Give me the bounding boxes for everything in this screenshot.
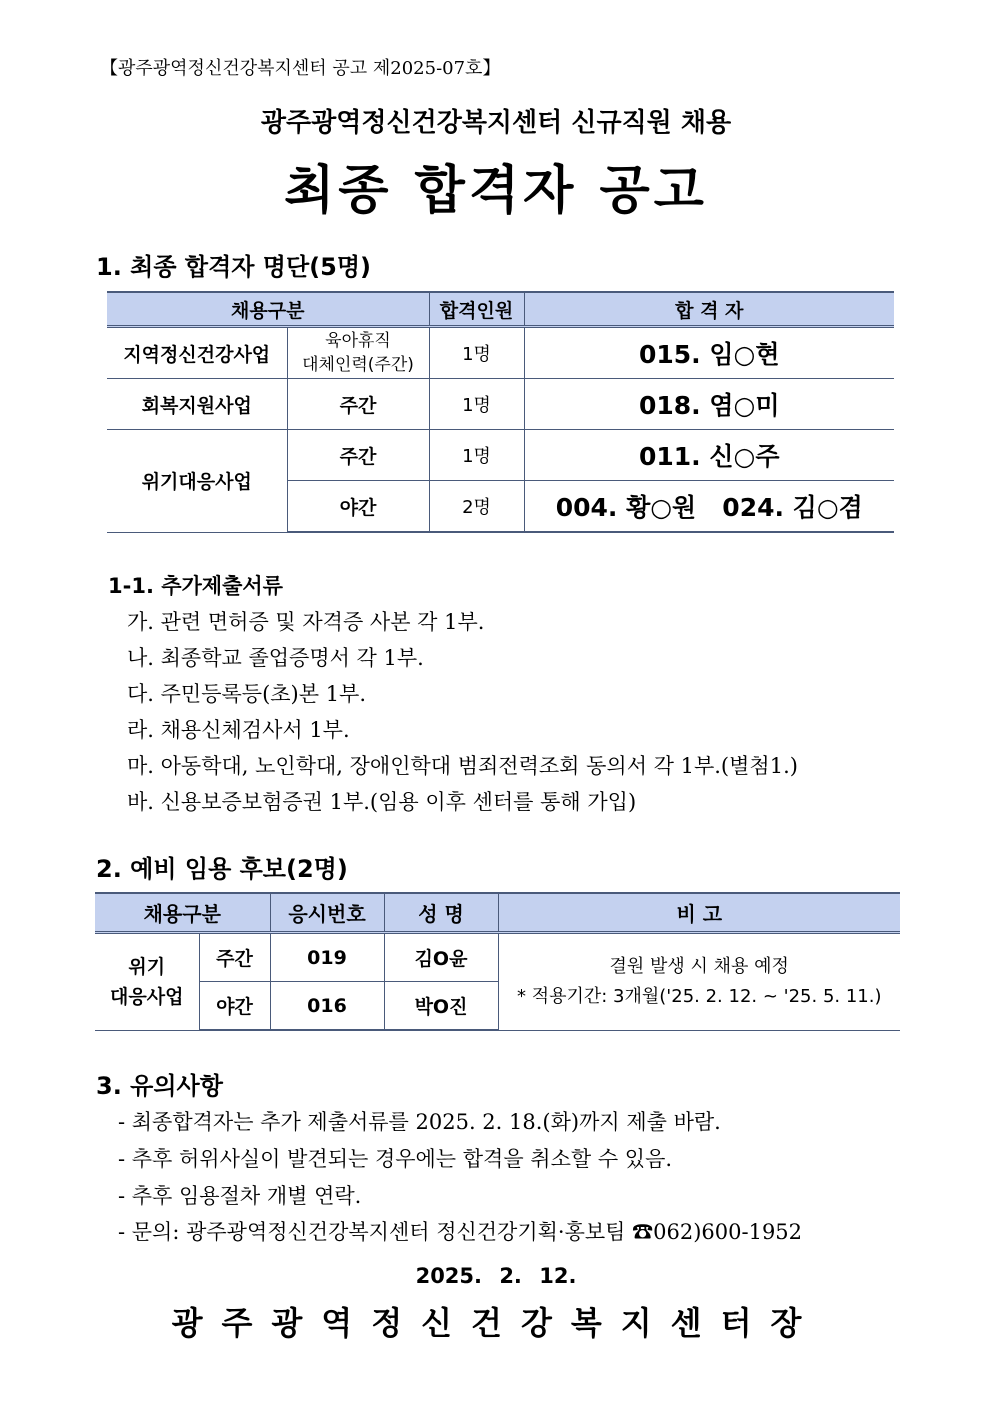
type-cell: 야간 <box>199 982 270 1031</box>
table-row <box>95 933 900 982</box>
document-item: 마. 아동학대, 노인학대, 장애인학대 범죄전력조회 동의서 각 1부.(별첨1.) <box>127 754 798 778</box>
signer-name: 광주광역정신건강복지센터장 <box>171 1304 821 1342</box>
table-row <box>107 327 894 379</box>
section1-1-title: 1-1. 추가제출서류 <box>108 574 283 598</box>
table-header-row <box>107 292 894 327</box>
count-cell: 1명 <box>429 379 524 430</box>
count-cell: 1명 <box>429 430 524 481</box>
program-cell: 위기대응사업 <box>107 430 287 533</box>
header-remark: 비 고 <box>498 893 900 933</box>
header-number: 응시번호 <box>270 893 384 933</box>
caution-item: - 문의: 광주광역정신건강복지센터 정신건강기획·홍보팀 ☎062)600-1952 <box>118 1220 803 1244</box>
header-category: 채용구분 <box>107 292 429 327</box>
header-name: 성 명 <box>384 893 498 933</box>
remark-cell <box>498 933 900 1031</box>
table-header-row <box>95 893 900 933</box>
caution-item: - 추후 허위사실이 발견되는 경우에는 합격을 취소할 수 있음. <box>118 1147 673 1171</box>
caution-item: - 최종합격자는 추가 제출서류를 2025. 2. 18.(화)까지 제출 바람. <box>118 1110 721 1134</box>
header-count: 합격인원 <box>429 292 524 327</box>
number-cell: 016 <box>270 982 384 1031</box>
type-cell: 육아휴직 대체인력(주간) <box>287 327 429 379</box>
program-cell: 회복지원사업 <box>107 379 287 430</box>
number-cell: 019 <box>270 933 384 982</box>
type-cell: 주간 <box>287 379 429 430</box>
count-cell: 1명 <box>429 327 524 379</box>
type-cell: 야간 <box>287 481 429 533</box>
table-row <box>107 379 894 430</box>
notice-date: 2025. 2. 12. <box>415 1264 577 1288</box>
final-passers-table <box>107 291 894 533</box>
passers-cell: 004. 황○원 024. 김○겸 <box>524 481 894 533</box>
caution-item: - 추후 임용절차 개별 연락. <box>118 1184 362 1208</box>
header-category: 채용구분 <box>95 893 270 933</box>
document-item: 가. 관련 면허증 및 자격증 사본 각 1부. <box>127 610 485 634</box>
remark-note: * 적용기간: 3개월('25. 2. 12. ~ '25. 5. 11.) <box>517 985 882 1007</box>
name-cell: 김O윤 <box>384 933 498 982</box>
document-item: 바. 신용보증보험증권 1부.(임용 이후 센터를 통해 가입) <box>127 790 637 814</box>
remark-line: 결원 발생 시 채용 예정 <box>609 955 789 977</box>
passers-cell: 015. 임○현 <box>524 327 894 379</box>
program-cell: 지역정신건강사업 <box>107 327 287 379</box>
passers-cell: 018. 염○미 <box>524 379 894 430</box>
subtitle: 광주광역정신건강복지센터 신규직원 채용 <box>260 108 732 138</box>
type-cell: 주간 <box>287 430 429 481</box>
name-cell: 박O진 <box>384 982 498 1031</box>
header-passers: 합 격 자 <box>524 292 894 327</box>
notice-number: 【광주광역정신건강복지센터 공고 제2025-07호】 <box>100 58 501 79</box>
type-cell: 주간 <box>199 933 270 982</box>
count-cell: 2명 <box>429 481 524 533</box>
section1-title: 1. 최종 합격자 명단(5명) <box>96 253 371 281</box>
document-item: 라. 채용신체검사서 1부. <box>127 718 350 742</box>
program-cell: 위기 대응사업 <box>95 933 199 1031</box>
page-title: 최종 합격자 공고 <box>284 161 708 221</box>
section3-title: 3. 유의사항 <box>96 1072 223 1100</box>
table-row <box>107 430 894 481</box>
passers-cell: 011. 신○주 <box>524 430 894 481</box>
reserve-candidates-table <box>95 892 900 1031</box>
section2-title: 2. 예비 임용 후보(2명) <box>96 855 348 883</box>
document-item: 나. 최종학교 졸업증명서 각 1부. <box>127 646 424 670</box>
document-item: 다. 주민등록등(초)본 1부. <box>127 682 367 706</box>
